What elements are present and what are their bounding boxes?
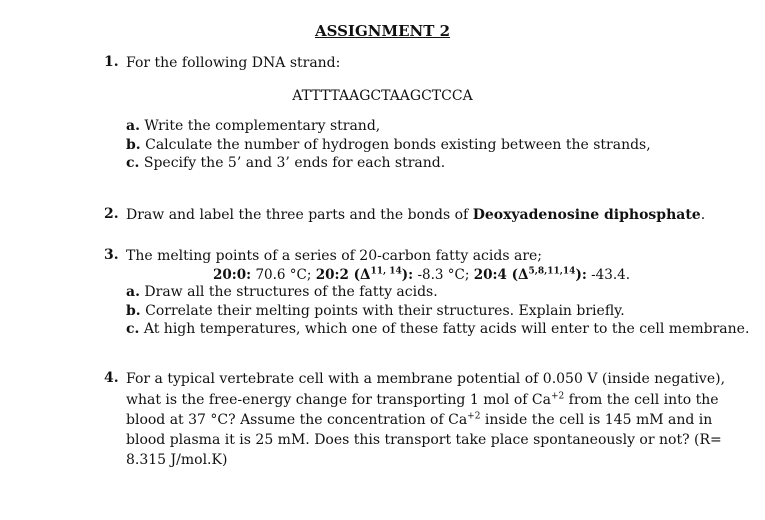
calcium-charge: +2 [550,391,565,402]
question-4-number: 4. [104,370,119,386]
question-4-line-2b: from the cell into the [564,392,719,408]
calcium-charge-2: +2 [467,411,481,422]
acid-20-4-name: 20:4 (Δ [473,267,529,283]
acid-20-0-value: 70.6 °C; [255,267,312,283]
page-title: ASSIGNMENT 2 [314,22,451,40]
q1-item-b [126,136,651,155]
q1-item-c-text: Specify the 5’ and 3’ ends for each strand. [143,155,446,171]
q1-item-a-label: a. [126,118,140,134]
question-4-line-3 [126,410,712,430]
acid-20-2-positions: 11, 14 [370,266,402,277]
q3-item-c-text: At high temperatures, which one of these fatty acids will enter to the cell membrane. [143,321,750,337]
q3-item-a [126,283,438,302]
question-4-line-5: 8.315 J/mol.K) [126,452,228,468]
q3-item-b-label: b. [126,303,141,319]
fatty-acid-list [213,265,630,285]
q3-item-a-text: Draw all the structures of the fatty acids. [144,284,438,300]
question-1-text: For the following DNA strand: [126,55,341,71]
acid-20-2-close: ): [401,267,414,283]
q3-item-a-label: a. [126,284,140,300]
question-4-line-1: For a typical vertebrate cell with a membrane potential of 0.050 V (inside negative), [126,371,726,387]
acid-20-4-value: -43.4. [591,267,631,283]
question-3-number: 3. [104,247,119,263]
q1-item-b-label: b. [126,137,141,153]
acid-20-2-name: 20:2 (Δ [315,267,371,283]
question-4-line-4: blood plasma it is 25 mM. Does this transport take place spontaneously or not? (R= [126,432,722,448]
question-4-line-2a: what is the free-energy change for transporting 1 mol of Ca [126,392,551,408]
question-4-line-3a: blood at 37 °C? Assume the concentration of Ca [126,412,468,428]
dna-strand: ATTTTAAGCTAAGCTCCA [292,88,473,104]
question-4-line-2 [126,390,719,410]
question-2-end: . [700,207,706,223]
q1-item-a [126,117,380,136]
acid-20-0-colon: : [246,267,252,283]
question-3-text: The melting points of a series of 20-carbon fatty acids are; [126,248,543,264]
acid-20-4-positions: 5,8,11,14 [528,266,576,277]
q3-item-b [126,302,625,321]
question-2-compound: Deoxyadenosine diphosphate [472,207,701,223]
q3-item-c-label: c. [126,321,140,337]
q1-item-b-text: Calculate the number of hydrogen bonds existing between the strands, [145,137,651,153]
acid-20-0-name: 20:0 [213,267,247,283]
q1-item-a-text: Write the complementary strand, [144,118,381,134]
question-2-lead: Draw and label the three parts and the bonds of [126,207,469,223]
acid-20-2-value: -8.3 °C; [417,267,470,283]
question-1-number: 1. [104,54,119,70]
q1-item-c [126,154,445,173]
question-4-line-3b: inside the cell is 145 mM and in [480,412,713,428]
acid-20-4-close: ): [575,267,587,283]
question-2-number: 2. [104,206,119,222]
q3-item-c [126,320,749,339]
q1-item-c-label: c. [126,155,140,171]
q3-item-b-text: Correlate their melting points with their structures. Explain briefly. [145,303,625,319]
question-2-text [126,205,705,225]
